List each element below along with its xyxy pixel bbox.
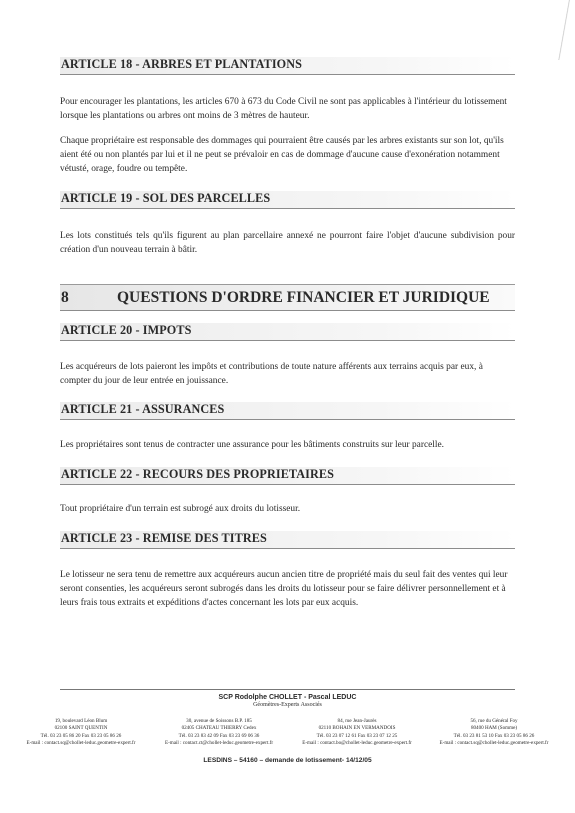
office-bohain xyxy=(288,718,426,747)
section-8-heading xyxy=(60,284,515,311)
office-city: 02110 BOHAIN EN VERMANDOIS xyxy=(318,725,396,732)
office-saint-quentin xyxy=(12,718,150,747)
firm-name: SCP Rodolphe CHOLLET - Pascal LEDUC xyxy=(218,694,357,701)
office-city: 80400 HAM (Somme) xyxy=(470,725,518,732)
article-18-paragraph-2: Chaque propriétaire est responsable des dommages qui pourraient être causés par les arbres existants sur son lot, qu'ils aient été ou non plantés par lui et il ne peut se prévaloir en cas de dommage d'aucune cause d'exonération notamment vétusté, orage, foudre ou tempête. xyxy=(60,136,504,174)
document-reference: LESDINS – 54160 – demande de lotissement- 14/12/05 xyxy=(203,757,372,764)
office-phone: Tél. 03 23 05 86 20 Fax 03 23 05 86 26 xyxy=(40,732,122,739)
office-address: 84, rue Jean-Jaurès xyxy=(337,718,377,724)
article-18-paragraph-1: Pour encourager les plantations, les articles 670 à 673 du Code Civil ne sont pas applicables à l'intérieur du lotissement lorsque les plantations ou arbres ont moins de 3 mètres de hauteur. xyxy=(60,97,507,121)
article-22-title: ARTICLE 22 - RECOURS DES PROPRIETAIRES xyxy=(60,467,515,485)
firm-subtitle: Géomètres-Experts Associés xyxy=(253,702,322,708)
section-number: 8 xyxy=(61,289,69,306)
office-chateau-thierry xyxy=(150,718,288,747)
office-address: 30, avenue de Soissons B.P. 185 xyxy=(186,718,252,724)
article-22-paragraph-1: Tout propriétaire d'un terrain est subrogé aux droits du lotisseur. xyxy=(60,504,301,514)
office-phone: Tél. 03 23 07 12 61 Fax 03 23 07 12 25 xyxy=(316,732,398,739)
article-20-paragraph-1: Les acquéreurs de lots paieront les impôts et contributions de toute nature afférents aux terrains acquis par eux, à compter du jour de leur entrée en jouissance. xyxy=(60,362,483,386)
article-18-title: ARTICLE 18 - ARBRES ET PLANTATIONS xyxy=(60,57,515,75)
office-email: E-mail : contact.ct@chollet-leduc.geometre-expert.fr xyxy=(164,739,274,746)
office-email: E-mail : contact.bo@chollet-leduc.geometre-expert.fr xyxy=(302,739,412,746)
article-23-title: ARTICLE 23 - REMISE DES TITRES xyxy=(60,531,515,549)
office-city: 02100 SAINT QUENTIN xyxy=(54,725,108,732)
article-21-title: ARTICLE 21 - ASSURANCES xyxy=(60,402,515,420)
article-19-paragraph-1: Les lots constitués tels qu'ils figurent au plan parcellaire annexé ne pourront faire l'objet d'aucune subdivision pour création d'un nouveau terrain à bâtir. xyxy=(60,231,515,255)
office-phone: Tél. 03 23 81 53 10 Fax 03 23 05 86 26 xyxy=(453,732,535,739)
office-email: E-mail : contact.sq@chollet-leduc.geometre-expert.fr xyxy=(439,739,549,746)
article-20-title: ARTICLE 20 - IMPOTS xyxy=(60,323,515,341)
article-19-title: ARTICLE 19 - SOL DES PARCELLES xyxy=(60,191,515,209)
office-address: 56, rue du Général Foy xyxy=(470,718,518,724)
office-phone: Tél. 03 23 83 42 09 Fax 03 23 69 06 36 xyxy=(178,732,260,739)
footer-divider xyxy=(60,689,515,690)
article-21-paragraph-1: Les propriétaires sont tenus de contracter une assurance pour les bâtiments construits sur leur parcelle. xyxy=(60,440,444,450)
section-title: QUESTIONS D'ORDRE FINANCIER ET JURIDIQUE xyxy=(117,289,490,306)
office-city: 02405 CHATEAU THIERRY Cedex xyxy=(181,725,257,732)
office-ham xyxy=(425,718,563,747)
article-23-paragraph-1: Le lotisseur ne sera tenu de remettre aux acquéreurs aucun ancien titre de propriété mais du seul fait des ventes qui leur seront consenties, les acquéreurs seront subrogés dans les droits du lotisseur pour se faire délivrer personnellement et à leurs frais tous extraits et expéditions d'actes concernant les lots par eux acquis. xyxy=(60,570,508,608)
page-edge-shadow xyxy=(553,0,575,60)
office-address: 19, boulevard Léon Blum xyxy=(54,718,108,724)
office-email: E-mail : contact.sq@chollet-leduc.geometre-expert.fr xyxy=(26,739,136,746)
document-body xyxy=(60,57,515,610)
